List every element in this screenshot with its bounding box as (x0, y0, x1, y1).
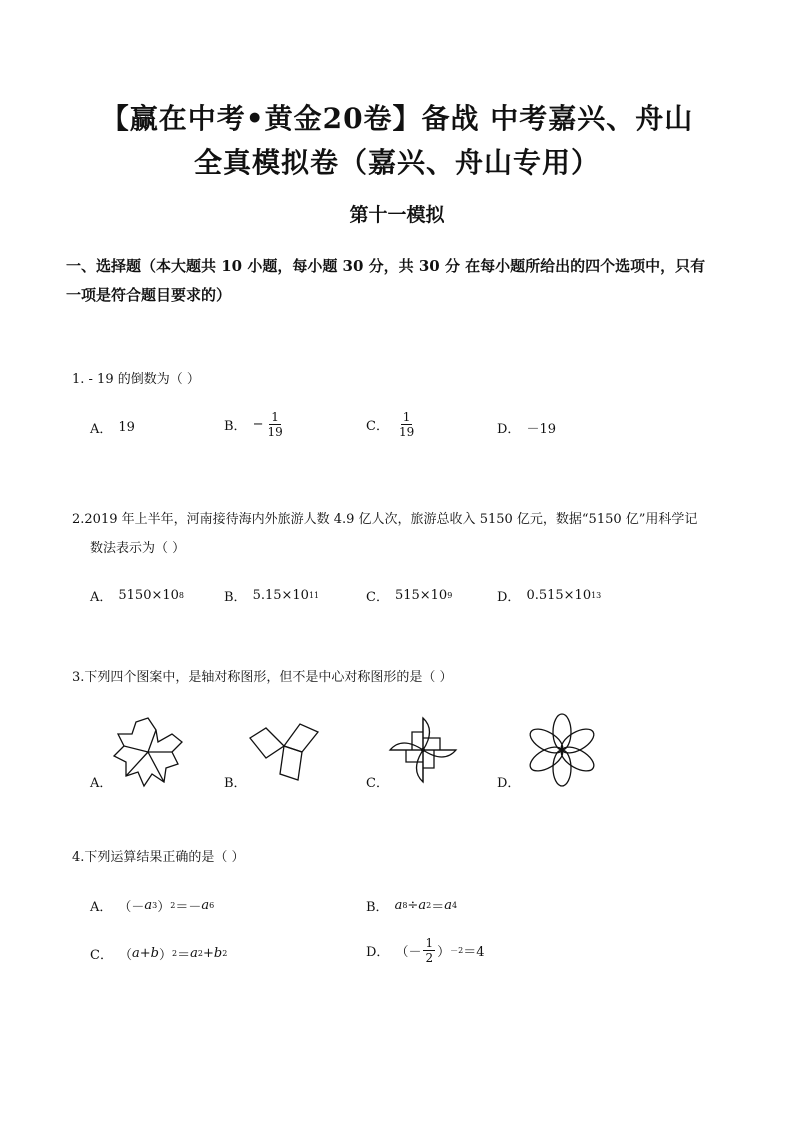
q3-option-d-label: D． (497, 776, 521, 791)
q2-option-d: D． 0.515×10 13 (497, 588, 602, 605)
q4-option-c: C． （ a + b ） 2 ＝ a 2 + b 2 (90, 946, 228, 963)
exam-title-line1: 【赢在中考•黄金20卷】备战 中考嘉兴、舟山 (100, 102, 694, 135)
q1-option-d: D． －19 (497, 422, 556, 437)
exam-title-line2: 全真模拟卷（嘉兴、舟山专用） (193, 146, 600, 179)
question-4-stem: 4.下列运算结果正确的是（ ） (72, 850, 245, 865)
q2-option-a: A． 5150×10 8 (90, 588, 185, 605)
fraction: $\frac{1}{19}$ (398, 410, 415, 439)
q3-option-b-label: B． (224, 776, 247, 791)
question-2-stem-line1: 2.2019 年上半年，河南接待海内外旅游人数 4.9 亿人次，旅游总收入 5150 亿元，数据“5150 亿”用科学记 (72, 512, 698, 527)
section-heading-line2: 一项是符合题目要求的） (66, 286, 232, 304)
q4-option-a: A． （－ a 3 ） 2 ＝－ a 6 (90, 898, 215, 915)
q2-option-c: C． 515×10 9 (366, 588, 453, 605)
exam-subtitle: 第十一模拟 (349, 204, 445, 226)
q1-option-c: C． $\frac{1}{19}$ (366, 410, 415, 439)
q1-option-a: A． 19 (90, 420, 135, 437)
question-1-stem: 1. - 19 的倒数为（ ） (72, 372, 200, 387)
q4-option-d: D． （－ $\frac{1}{2}$ ） －2 ＝4 (366, 936, 485, 965)
three-rhombus-figure (244, 716, 324, 788)
q4-option-b: B． a 8 ÷ a 2 ＝ a 4 (366, 898, 458, 915)
question-3-stem: 3.下列四个图案中，是轴对称图形，但不是中心对称图形的是（ ） (72, 670, 453, 685)
section-heading-line1: 一、选择题（本大题共 10 小题，每小题 30 分，共 30 分 在每小题所给出的四个选项中，只有 (66, 257, 706, 275)
q1-option-b: B． − $\frac{1}{19}$ (224, 410, 283, 439)
flower-figure (522, 710, 602, 790)
star-pattern-figure (110, 712, 186, 788)
question-2-stem-line2: 数法表示为（ ） (90, 541, 186, 556)
fraction: $\frac{1}{19}$ (267, 410, 283, 439)
q2-option-b: B． 5.15×10 11 (224, 588, 320, 605)
q3-option-a-label: A． (90, 776, 113, 791)
windmill-figure (386, 712, 460, 788)
fraction: $\frac{1}{2}$ (425, 936, 434, 965)
q3-option-c-label: C． (366, 776, 389, 791)
